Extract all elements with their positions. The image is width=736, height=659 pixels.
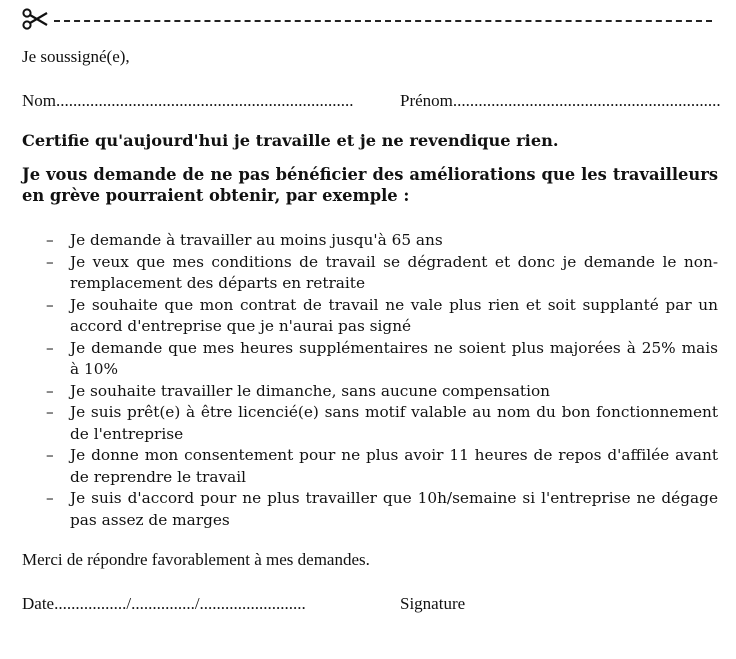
bullet-dash: –	[46, 381, 54, 400]
list-item-text: Je souhaite travailler le dimanche, sans aucune compensation	[70, 381, 551, 400]
bullet-dash: –	[46, 403, 54, 421]
list-item	[22, 381, 718, 403]
list-item-text: Je suis prêt(e) à être licencié(e) sans motif valable au nom du bon fonctionnement de l'entreprise	[70, 403, 718, 443]
list-item-text: Je donne mon consentement pour ne plus avoir 11 heures de repos d'affilée avant de reprendre le travail	[70, 446, 718, 486]
bullet-dash: –	[46, 252, 54, 271]
list-item	[22, 252, 718, 295]
nom-label: Nom	[22, 91, 56, 110]
closing-text: Merci de répondre favorablement à mes demandes.	[22, 550, 370, 569]
list-item-text: Je demande à travailler au moins jusqu'à 65 ans	[70, 231, 443, 249]
list-item-text: Je suis d'accord pour ne plus travailler que 10h/semaine si l'entreprise ne dégage pas assez de marges	[70, 489, 718, 529]
list-item	[22, 295, 718, 338]
prenom-dots: ...............................................................	[452, 91, 721, 110]
date-label: Date	[22, 594, 55, 613]
statement-text: Certifie qu'aujourd'hui je travaille et je ne revendique rien.	[22, 131, 559, 150]
bullet-dash: –	[46, 338, 54, 357]
bullet-dash: –	[46, 489, 54, 507]
list-item-text: Je demande que mes heures supplémentaires ne soient plus majorées à 25% mais à 10%	[70, 338, 718, 378]
prenom-field[interactable]	[400, 91, 721, 111]
bullet-dash: –	[46, 295, 54, 314]
cut-line	[22, 8, 712, 30]
list-item-text: Je souhaite que mon contrat de travail ne vale plus rien et soit supplanté par un accord d'entreprise que je n'aurai pas signé	[70, 295, 718, 335]
list-item-text: Je veux que mes conditions de travail se dégradent et donc je demande le non-remplacement des départs en retraite	[70, 252, 718, 292]
nom-field[interactable]	[22, 91, 354, 111]
list-item	[22, 338, 718, 381]
prenom-label: Prénom	[400, 91, 453, 110]
nom-dots: ......................................................................	[56, 91, 354, 110]
bullet-dash: –	[46, 446, 54, 464]
cut-dashed-line	[54, 20, 712, 22]
intro-text: Je soussigné(e),	[22, 47, 130, 66]
list-item	[22, 488, 718, 531]
date-placeholder: ................./.............../.........................	[54, 594, 306, 613]
signature-label[interactable]: Signature	[400, 594, 466, 613]
bullet-dash: –	[46, 231, 54, 249]
request-text: Je vous demande de ne pas bénéficier des améliorations que les travailleurs en grève pourraient obtenir, par exemple :	[22, 165, 718, 205]
demands-list	[22, 230, 718, 531]
date-field[interactable]	[22, 594, 306, 614]
list-item	[22, 402, 718, 445]
list-item	[22, 445, 718, 488]
list-item	[22, 230, 718, 252]
scissors-icon	[22, 8, 48, 30]
